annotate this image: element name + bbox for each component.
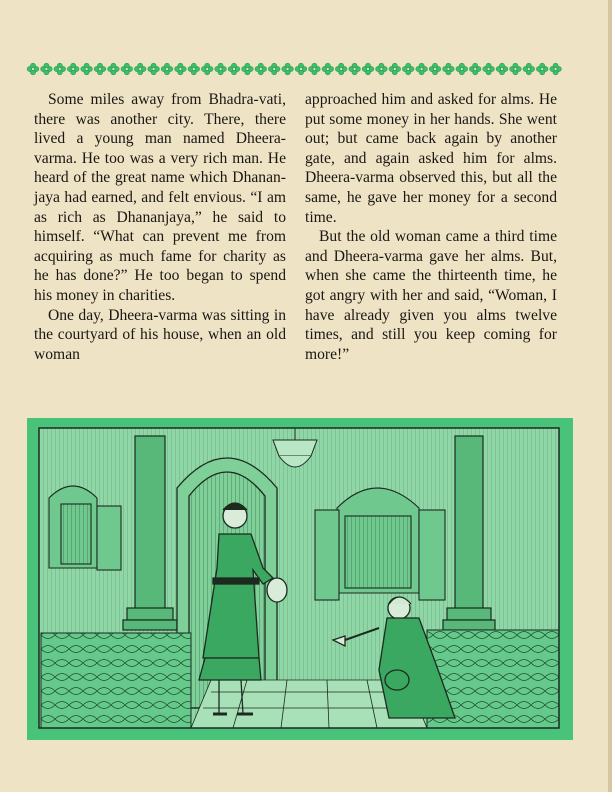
paragraph: Some miles away from Bhadra-vati, there was another city. There, there lived a young man named Dheera-varma. He too was a very rich man. He heard of the great name which Dhanan-jaya had earned, and felt envious. “I am as rich as Dhananjaya,” he said to himself. “What can prevent me from acquiring as much fame for charity as he has done?” He too began to spend his money in charities. bbox=[34, 91, 286, 304]
paragraph: One day, Dheera-varma was sitting in the courtyard of his house, when an old woman bbox=[34, 306, 286, 363]
paragraph: approached him and asked for alms. He put some money in her hands. She went out; but came back again by another gate, and again asked him for alms. Dheera-varma observed this, but all the same, he gave her money for a second time. bbox=[305, 91, 557, 226]
illustration-scene bbox=[27, 418, 573, 740]
paragraph: But the old woman came a third time and Dheera-varma gave her alms. But, when she came the thirteenth time, he got angry with her and said, “Woman, I have already given you alms twelve times, and still you keep coming for more!” bbox=[305, 228, 557, 363]
decorative-wall bbox=[41, 633, 191, 728]
right-text-column bbox=[305, 90, 557, 364]
money-bag bbox=[267, 578, 287, 602]
ornament-pattern bbox=[26, 58, 562, 80]
page-edge bbox=[608, 0, 612, 792]
left-text-column bbox=[34, 90, 286, 364]
decorative-border bbox=[26, 58, 562, 80]
story-illustration bbox=[27, 418, 573, 740]
